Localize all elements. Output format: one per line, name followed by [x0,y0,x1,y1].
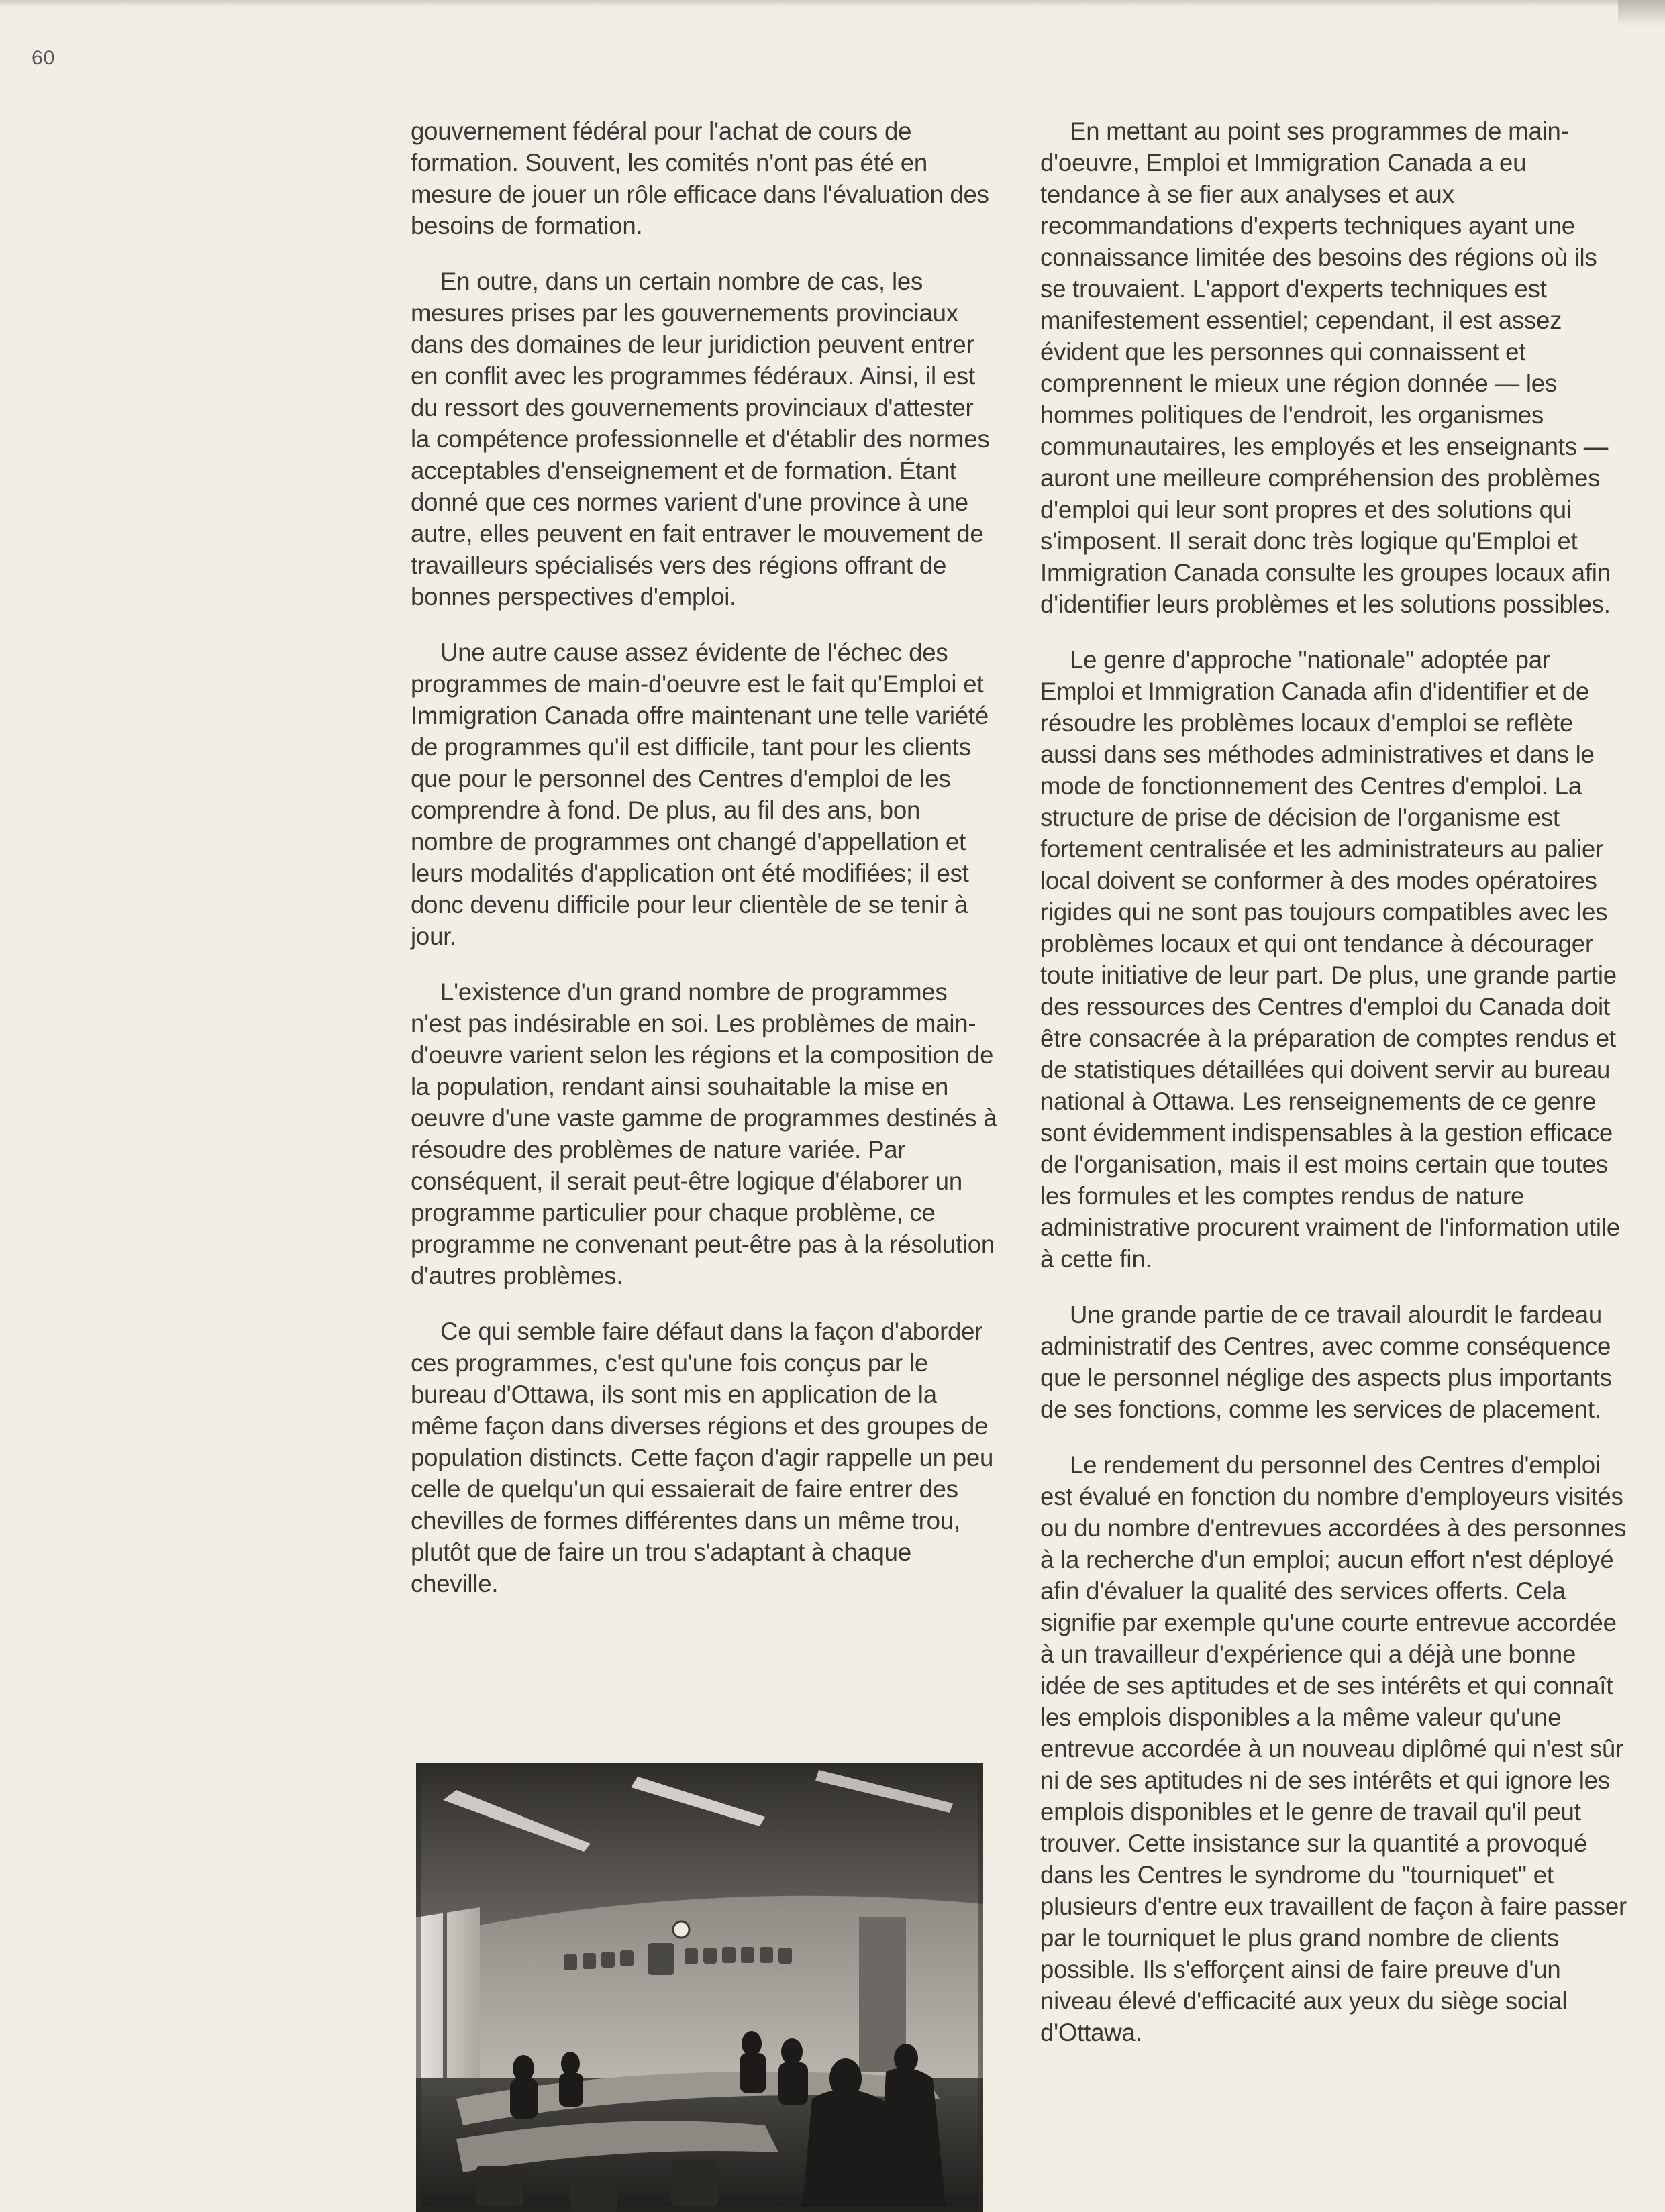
right-paragraph-2: Le genre d'approche "nationale" adoptée par Emploi et Immigration Canada afin d'identifier et de résoudre les problèmes locaux d'emploi se reflète aussi dans ses méthodes administratives et dans le mode de fonctionnement des Centres d'emploi. La structure de prise de décision de l'organisme est fortement centralisée et les administrateurs au palier local doivent se conformer à des modes opératoires rigides qui ne sont pas toujours compatibles avec les problèmes locaux et qui ont tendance à décourager toute initiative de leur part. De plus, une grande partie des ressources des Centres d'emploi du Canada doit être consacrée à la préparation de comptes rendus et de statistiques détaillées qui doivent servir au bureau national à Ottawa. Les renseignements de ce genre sont évidemment indispensables à la gestion efficace de l'organisation, mais il est moins certain que toutes les formules et les comptes rendus de nature administrative procurent vraiment de l'information utile à cette fin. [1040,646,1620,1273]
page-edge-shadow [0,0,1665,7]
right-paragraph-1: En mettant au point ses programmes de main-d'oeuvre, Emploi et Immigration Canada a eu tendance à se fier aux analyses et aux recommandations d'experts techniques ayant une connaissance limitée des besoins des régions où ils se trouvaient. L'apport d'experts techniques est manifestement essentiel; cependant, il est assez évident que les personnes qui connaissent et comprennent le mieux une région donnée — les hommes politiques de l'endroit, les organismes communautaires, les employés et les enseignants — auront une meilleure compréhension des problèmes d'emploi qui leur sont propres et des solutions qui s'imposent. Il serait donc très logique qu'Emploi et Immigration Canada consulte les groupes locaux afin d'identifier leurs problèmes et les solutions possibles. [1040,117,1611,618]
right-paragraph-3: Une grande partie de ce travail alourdit le fardeau administratif des Centres, avec comme conséquence que le personnel néglige des aspects plus importants de ses fonctions, comme les services de placement. [1040,1301,1612,1423]
left-paragraph-4: L'existence d'un grand nombre de programmes n'est pas indésirable en soi. Les problèmes de main-d'oeuvre varient selon les régions et la composition de la population, rendant ainsi souhaitable la mise en oeuvre d'une vaste gamme de programmes destinés à résoudre des problèmes de nature variée. Par conséquent, il serait peut-être logique d'élaborer un programme particulier pour chaque problème, ce programme ne convenant peut-être pas à la résolution d'autres problèmes. [411,978,997,1289]
left-paragraph-1: gouvernement fédéral pour l'achat de cours de formation. Souvent, les comités n'ont pas été en mesure de jouer un rôle efficace dans l'évaluation des besoins de formation. [411,117,989,240]
left-paragraph-3: Une autre cause assez évidente de l'échec des programmes de main-d'oeuvre est le fait qu'Emploi et Immigration Canada offre maintenant une telle variété de programmes qu'il est difficile, tant pour les clients que pour le personnel des Centres d'emploi de les comprendre à fond. De plus, au fil des ans, bon nombre de programmes ont changé d'appellation et leurs modalités d'application ont été modifiées; il est donc devenu difficile pour leur clientèle de se tenir à jour. [411,639,989,950]
page-corner-shadow [1618,0,1665,27]
right-column [1040,115,1628,2072]
left-paragraph-5: Ce qui semble faire défaut dans la façon d'aborder ces programmes, c'est qu'une fois conçus par le bureau d'Ottawa, ils sont mis en application de la même façon dans diverses régions et des groupes de population distincts. Cette façon d'agir rappelle un peu celle de quelqu'un qui essaierait de faire entrer des chevilles de formes différentes dans un même trou, plutôt que de faire un trou s'adaptant à chaque cheville. [411,1318,994,1597]
photo-illustration [416,1763,983,2212]
page-number: 60 [32,47,56,69]
meeting-room-photo [416,1763,983,2212]
left-paragraph-2: En outre, dans un certain nombre de cas, les mesures prises par les gouvernements provinciaux dans des domaines de leur juridiction peuvent entrer en conflit avec les programmes fédéraux. Ainsi, il est du ressort des gouvernements provinciaux d'attester la compétence professionnelle et d'établir des normes acceptables d'enseignement et de formation. Étant donné que ces normes varient d'une province à une autre, elles peuvent en fait entraver le mouvement de travailleurs spécialisés vers des régions offrant de bonnes perspectives d'emploi. [411,268,990,611]
right-paragraph-4: Le rendement du personnel des Centres d'emploi est évalué en fonction du nombre d'employeurs visités ou du nombre d'entrevues accordées à des personnes à la recherche d'un emploi; aucun effort n'est déployé afin d'évaluer la qualité des services offerts. Cela signifie par exemple qu'une courte entrevue accordée à un travailleur d'expérience qui a déjà une bonne idée de ses aptitudes et de ses intérêts et qui connaît les emplois disponibles a la même valeur qu'une entrevue accordée à un nouveau diplômé qui n'est sûr ni de ses aptitudes ni de ses intérêts et qui ignore les emplois disponibles et le genre de travail qu'il peut trouver. Cette insistance sur la quantité a provoqué dans les Centres le syndrome du "tourniquet" et plusieurs d'entre eux travaillent de façon à faire passer par le tourniquet le plus grand nombre de clients possible. Ils s'efforçent ainsi de faire preuve d'un niveau élevé d'efficacité aux yeux du siège social d'Ottawa. [1040,1451,1627,2046]
left-column [411,115,999,1624]
